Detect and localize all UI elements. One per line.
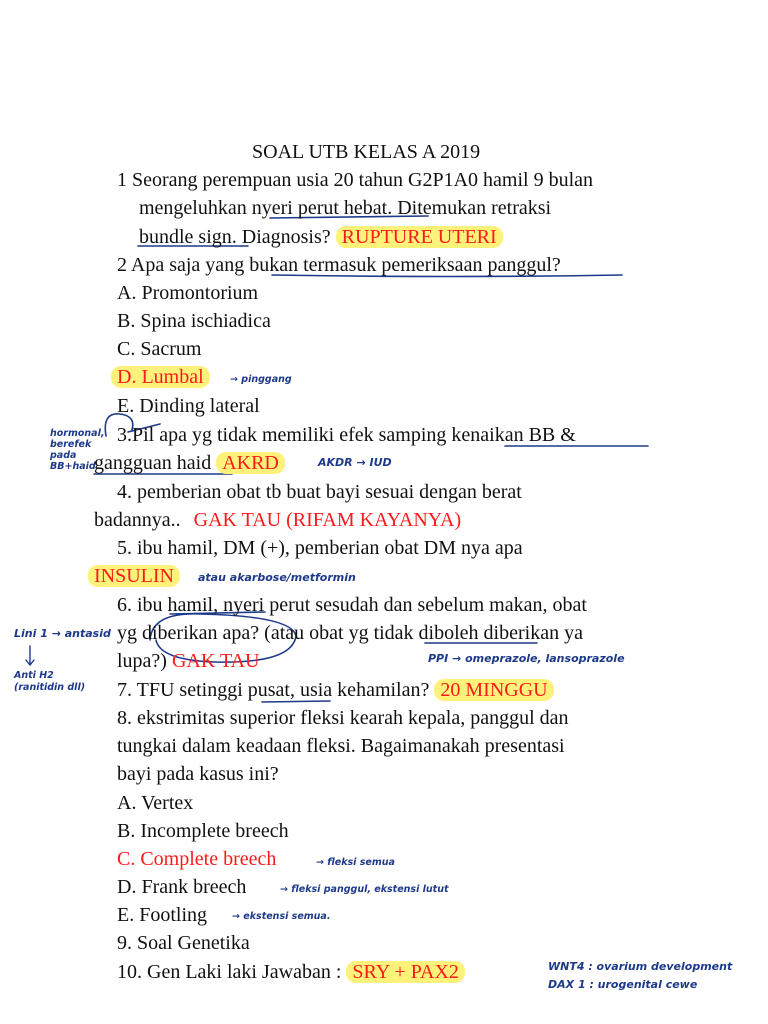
q3-line1: 3.Pil apa yg tidak memiliki efek samping kenaikan BB & <box>117 424 576 446</box>
q10-note-dax1: DAX 1 : urogenital cewe <box>548 978 698 991</box>
q3-margin-note-line1: hormonal, <box>50 428 105 439</box>
q3-margin-note-line3: pada <box>50 450 77 461</box>
q3-line2 <box>94 451 285 475</box>
q5-note: atau akarbose/metformin <box>198 571 356 584</box>
document-title: SOAL UTB KELAS A 2019 <box>252 141 481 163</box>
q6-margin-note-antih2 <box>14 670 85 694</box>
q3-margin-note-line2: berefek <box>50 439 92 450</box>
q6-line2: yg diberikan apa? (atau obat yg tidak diboleh diberikan ya <box>117 622 583 644</box>
q6-margin-note-lini1: Lini 1 → antasid <box>14 627 111 640</box>
q8-note-c-text: fleksi semua <box>327 857 395 868</box>
q5-answer-line <box>88 564 180 588</box>
q4-answer: GAK TAU (RIFAM KAYANYA) <box>193 509 462 531</box>
q7-text: 7. TFU setinggi pusat, usia kehamilan? <box>117 679 430 701</box>
q2-option-e: E. Dinding lateral <box>117 395 260 417</box>
q6-line3 <box>117 649 259 673</box>
q6-margin-note-antih2-line1: Anti H2 <box>14 670 54 681</box>
q8-option-c-answer: C. Complete breech <box>117 848 277 870</box>
q9-text: 9. Soal Genetika <box>117 932 250 954</box>
q2-option-d-highlight: D. Lumbal <box>111 366 210 388</box>
q6-answer: GAK TAU <box>171 650 260 672</box>
q10-text: 10. Gen Laki laki Jawaban : <box>117 961 342 983</box>
q2-option-b: B. Spina ischiadica <box>117 310 271 332</box>
q10-note-wnt4: WNT4 : ovarium development <box>548 960 733 973</box>
q8-line3: bayi pada kasus ini? <box>117 763 279 785</box>
q2-option-c: C. Sacrum <box>117 338 202 360</box>
q4-line2 <box>94 508 461 532</box>
q1-line2: mengeluhkan nyeri perut hebat. Ditemukan retraksi <box>139 197 552 219</box>
q8-note-e-text: ekstensi semua. <box>243 911 331 922</box>
q2-option-d-answer <box>111 365 210 389</box>
q3-answer: AKRD <box>216 452 285 474</box>
arrow-lini-to-antih2 <box>26 646 34 665</box>
q10-notes <box>548 958 732 994</box>
q1-line3-text: bundle sign. Diagnosis? <box>139 226 331 248</box>
q1-line3 <box>139 225 503 249</box>
q2-note-pinggang: → pinggang <box>230 374 292 385</box>
q2-note-text: pinggang <box>241 374 292 385</box>
q3-line2-text: gangguan haid <box>94 452 212 474</box>
q8-option-e: E. Footling <box>117 904 208 926</box>
q8-note-d-text: fleksi panggul, ekstensi lutut <box>291 884 449 895</box>
q1-answer: RUPTURE UTERI <box>336 226 503 248</box>
q8-option-b: B. Incomplete breech <box>117 820 289 842</box>
q1-line1: 1 Seorang perempuan usia 20 tahun G2P1A0 hamil 9 bulan <box>117 169 594 191</box>
q7-line <box>117 678 554 702</box>
q3-margin-note-line4: BB+haid <box>50 461 96 472</box>
q10-answer: SRY + PAX2 <box>346 961 465 983</box>
q4-line1: 4. pemberian obat tb buat bayi sesuai dengan berat <box>117 481 522 503</box>
q8-option-a: A. Vertex <box>117 792 194 814</box>
q4-line2-text: badannya.. <box>94 509 181 531</box>
q2-option-a: A. Promontorium <box>117 282 259 304</box>
q6-line1: 6. ibu hamil, nyeri perut sesudah dan sebelum makan, obat <box>117 594 587 616</box>
q8-note-d: → fleksi panggul, ekstensi lutut <box>280 884 449 895</box>
q6-margin-note-antih2-line2: (ranitidin dll) <box>14 682 86 693</box>
q8-line2: tungkai dalam keadaan fleksi. Bagaimanakah presentasi <box>117 735 565 757</box>
q2-question: 2 Apa saja yang bukan termasuk pemeriksaan panggul? <box>117 254 561 276</box>
q6-line3-text: lupa?) <box>117 650 167 672</box>
q8-note-e: → ekstensi semua. <box>232 911 331 922</box>
q8-line1: 8. ekstrimitas superior fleksi kearah kepala, panggul dan <box>117 707 569 729</box>
q5-answer: INSULIN <box>88 565 180 587</box>
q3-note-akdr: AKDR → IUD <box>318 456 392 469</box>
q8-note-c: → fleksi semua <box>316 857 395 868</box>
q8-option-d: D. Frank breech <box>117 876 247 898</box>
q5-line1: 5. ibu hamil, DM (+), pemberian obat DM nya apa <box>117 537 523 559</box>
q10-line <box>117 960 465 984</box>
q7-answer: 20 MINGGU <box>434 679 553 701</box>
q6-note-ppi: PPI → omeprazole, lansoprazole <box>428 652 625 665</box>
